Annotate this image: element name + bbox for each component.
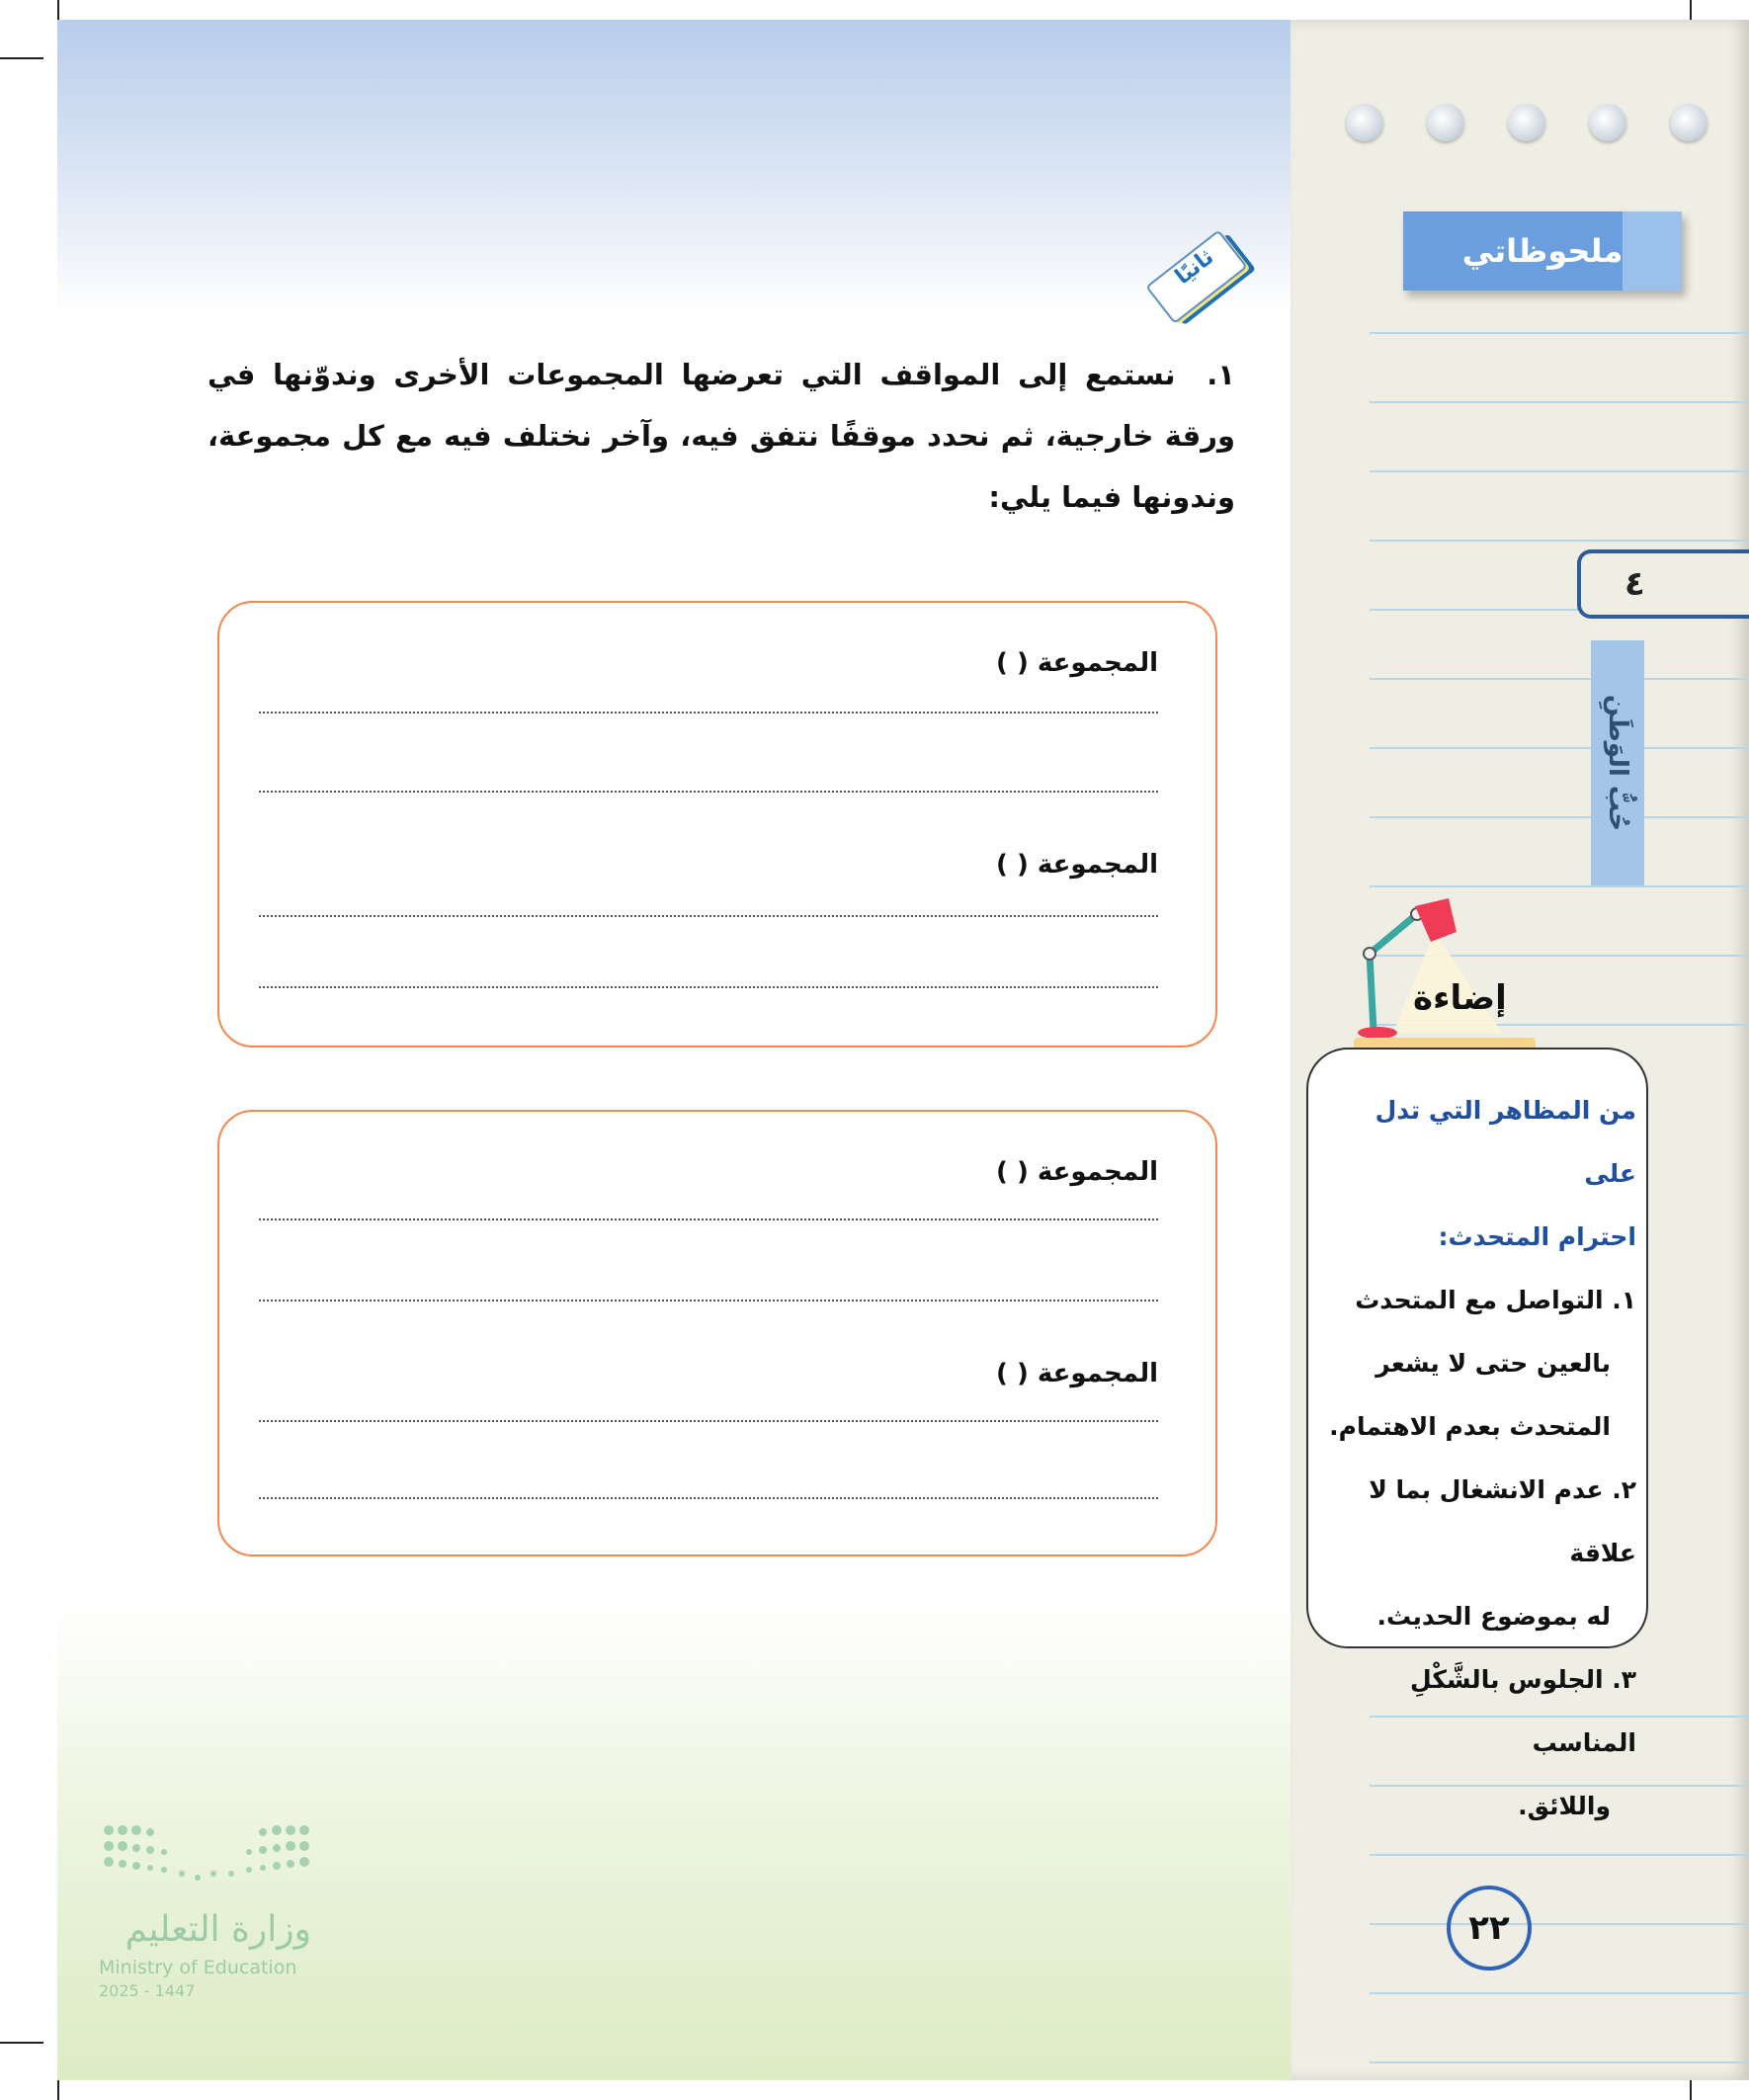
info-line: ١. التواصل مع المتحدث [1355,1286,1636,1314]
question-block [208,344,1235,528]
writing-line[interactable] [259,791,1158,793]
answer-box [217,601,1217,1048]
ruled-line [1370,470,1749,472]
writing-line[interactable] [259,1300,1158,1302]
writing-line[interactable] [259,1420,1158,1422]
crop-mark [0,57,43,59]
info-line: ٢. عدم الانشغال بما لا علاقة [1369,1475,1636,1567]
info-box [1306,1048,1648,1820]
binder-hole-icon [1670,104,1707,141]
unit-number-box [1577,549,1749,619]
info-line: له بموضوع الحديث. [1376,1602,1611,1631]
ruled-line [1370,2061,1749,2063]
info-line: ٣. الجلوس بالشَّكْلِ المناسب [1410,1665,1636,1757]
group-label: المجموعة ( ) [996,648,1158,678]
notes-tab [1403,211,1682,291]
page-number [1447,1886,1532,1971]
writing-line[interactable] [259,712,1158,714]
writing-line[interactable] [259,986,1158,988]
lamp-title: إضاءة [1413,978,1507,1018]
logo-year: 2025 - 1447 [99,1981,196,2000]
writing-line[interactable] [259,1497,1158,1499]
info-line: من المظاهر التي تدل على [1374,1096,1636,1188]
info-line: احترام المتحدث: [1438,1222,1636,1251]
binder-hole-icon [1427,104,1464,141]
logo-arabic-text: وزارة التعليم [125,1909,311,1950]
answer-box [217,1110,1217,1556]
binder-hole-icon [1589,104,1626,141]
section-tag-label: ثانيًا [1170,244,1219,291]
info-line: بالعين حتى لا يشعر [1375,1349,1611,1378]
group-label: المجموعة ( ) [996,1359,1158,1388]
ruled-line [1370,747,1749,749]
lamp-icon [1354,894,1532,1043]
ruled-line [1370,401,1749,403]
page-number-text: ٢٢ [1468,1908,1510,1948]
binder-hole-icon [1346,104,1383,141]
ruled-line [1370,540,1749,542]
group-label: المجموعة ( ) [996,850,1158,880]
question-text: نستمع إلى المواقف التي تعرضها المجموعات الأخرى وندوّنها في ورقة خارجية، ثم نحدد موقفًا نتفق فيه، وآخر نختلف فيه مع كل مجموعة، وندونها فيما يلي: [208,358,1235,514]
info-line: المتحدث بعدم الاهتمام. [1329,1412,1611,1441]
ruled-line [1370,816,1749,818]
logo-english-text: Ministry of Education [99,1957,297,1978]
ruled-line [1370,1854,1749,1856]
writing-line[interactable] [259,915,1158,917]
crop-mark [0,2042,43,2044]
ruled-line [1370,678,1749,680]
group-label: المجموعة ( ) [996,1157,1158,1187]
ruled-line [1370,332,1749,334]
ruled-line [1370,1923,1749,1925]
unit-ribbon [1591,640,1644,885]
info-line: واللائق. [1518,1792,1611,1820]
logo-dots-icon [99,1818,316,1897]
binder-hole-icon [1508,104,1545,141]
notes-tab-label: ملحوظاتي [1461,232,1624,270]
writing-line[interactable] [259,1218,1158,1220]
question-number: ١. [1207,358,1235,391]
unit-title: حُبُّ الوَطَنِ [1603,694,1632,832]
main-page [57,20,1291,2080]
ruled-line [1370,885,1749,887]
section-tag-icon [1146,229,1265,328]
unit-number: ٤ [1624,564,1645,604]
ruled-line [1370,1992,1749,1994]
